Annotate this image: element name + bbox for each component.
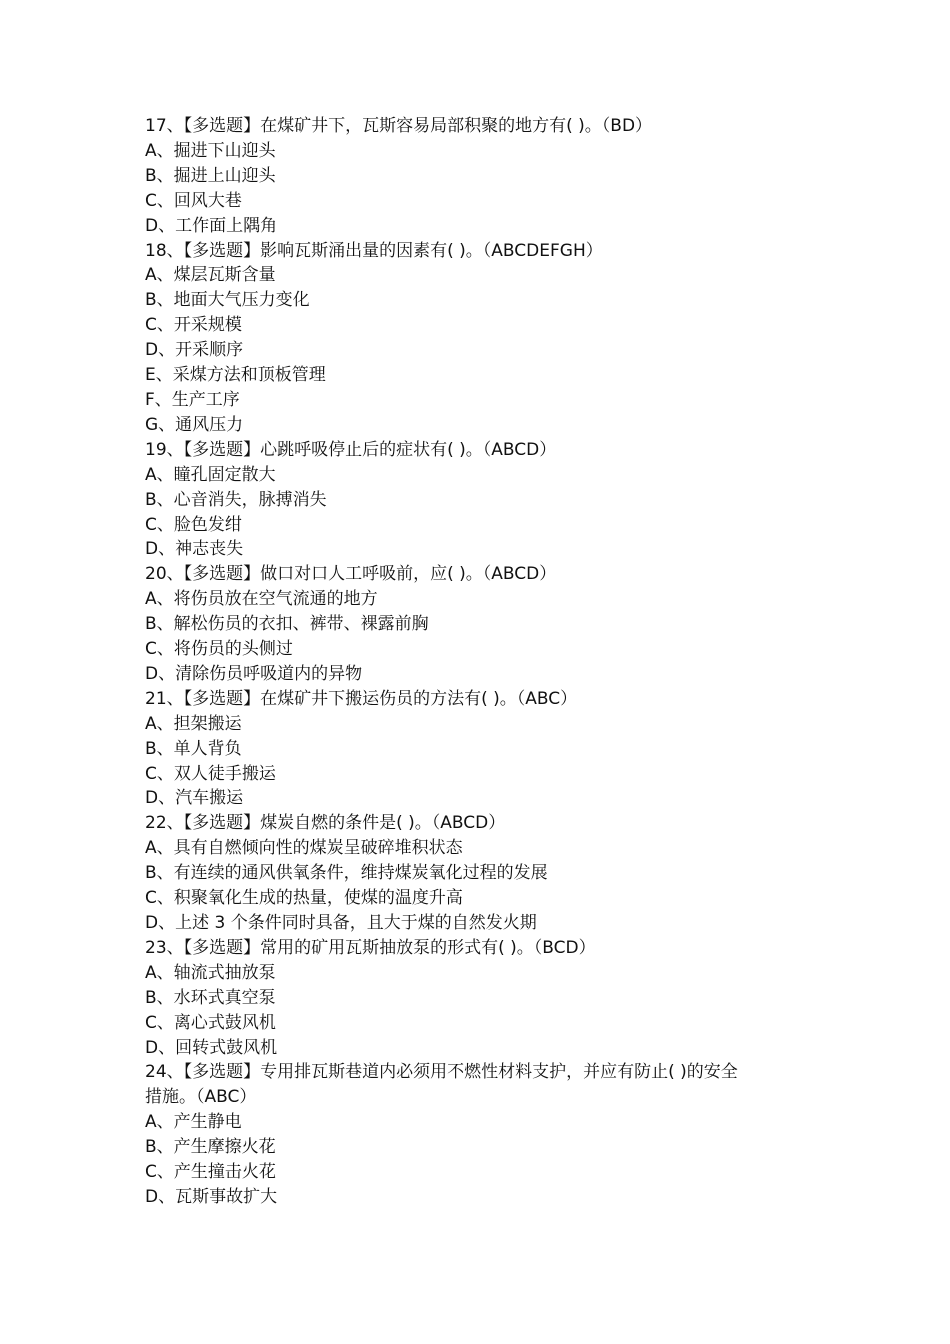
question-document [145, 114, 825, 1210]
question-19 [145, 438, 825, 563]
option-c: C、回风大巷 [145, 190, 242, 211]
option-g: G、通风压力 [145, 414, 244, 435]
question-stem: 23、【多选题】常用的矿用瓦斯抽放泵的形式有( )。（BCD） [145, 937, 596, 958]
option-c: C、离心式鼓风机 [145, 1012, 276, 1033]
option-c: C、开采规模 [145, 315, 242, 336]
question-21 [145, 687, 825, 812]
question-stem: 18、【多选题】影响瓦斯涌出量的因素有( )。（ABCDEFGH） [145, 240, 603, 261]
option-a: A、产生静电 [145, 1112, 242, 1133]
question-stem-line-1: 24、【多选题】专用排瓦斯巷道内必须用不燃性材料支护，并应有防止( )的安全 [145, 1062, 738, 1083]
question-24 [145, 1060, 825, 1209]
question-stem: 19、【多选题】心跳呼吸停止后的症状有( )。（ABCD） [145, 439, 557, 460]
option-d: D、神志丧失 [145, 539, 244, 560]
question-stem: 20、【多选题】做口对口人工呼吸前，应( )。（ABCD） [145, 564, 557, 585]
option-e: E、采煤方法和顶板管理 [145, 365, 326, 386]
option-b: B、单人背负 [145, 738, 242, 759]
question-20 [145, 562, 825, 687]
option-c: C、双人徒手搬运 [145, 763, 276, 784]
option-c: C、将伤员的头侧过 [145, 639, 293, 660]
option-d: D、开采顺序 [145, 340, 244, 361]
question-stem-line-2: 措施。（ABC） [145, 1087, 257, 1108]
option-a: A、轴流式抽放泵 [145, 962, 276, 983]
option-d: D、清除伤员呼吸道内的异物 [145, 663, 363, 684]
option-a: A、担架搬运 [145, 713, 242, 734]
option-c: C、产生撞击火花 [145, 1162, 276, 1183]
option-f: F、生产工序 [145, 389, 240, 410]
option-a: A、掘进下山迎头 [145, 140, 276, 161]
question-stem: 21、【多选题】在煤矿井下搬运伤员的方法有( )。（ABC） [145, 688, 578, 709]
question-18 [145, 239, 825, 438]
option-b: B、产生摩擦火花 [145, 1137, 276, 1158]
option-a: A、具有自燃倾向性的煤炭呈破碎堆积状态 [145, 838, 463, 859]
option-a: A、瞳孔固定散大 [145, 464, 276, 485]
option-a: A、煤层瓦斯含量 [145, 265, 276, 286]
option-b: B、地面大气压力变化 [145, 290, 310, 311]
option-c: C、积聚氧化生成的热量，使煤的温度升高 [145, 888, 463, 909]
option-d: D、上述 3 个条件同时具备，且大于煤的自然发火期 [145, 913, 537, 933]
option-d: D、回转式鼓风机 [145, 1037, 278, 1058]
option-b: B、掘进上山迎头 [145, 165, 276, 186]
question-stem: 17、【多选题】在煤矿井下，瓦斯容易局部积聚的地方有( )。（BD） [145, 116, 653, 136]
option-b: B、有连续的通风供氧条件，维持煤炭氧化过程的发展 [145, 863, 548, 884]
option-d: D、瓦斯事故扩大 [145, 1186, 278, 1207]
option-a: A、将伤员放在空气流通的地方 [145, 589, 378, 610]
option-d: D、工作面上隅角 [145, 215, 278, 236]
option-d: D、汽车搬运 [145, 788, 244, 809]
question-23 [145, 936, 825, 1061]
question-17 [145, 114, 825, 239]
option-c: C、脸色发绀 [145, 514, 242, 535]
option-b: B、心音消失，脉搏消失 [145, 489, 327, 510]
option-b: B、水环式真空泵 [145, 987, 276, 1008]
question-stem: 22、【多选题】煤炭自燃的条件是( )。（ABCD） [145, 813, 506, 834]
option-b: B、解松伤员的衣扣、裤带、裸露前胸 [145, 614, 429, 635]
question-22 [145, 811, 825, 936]
